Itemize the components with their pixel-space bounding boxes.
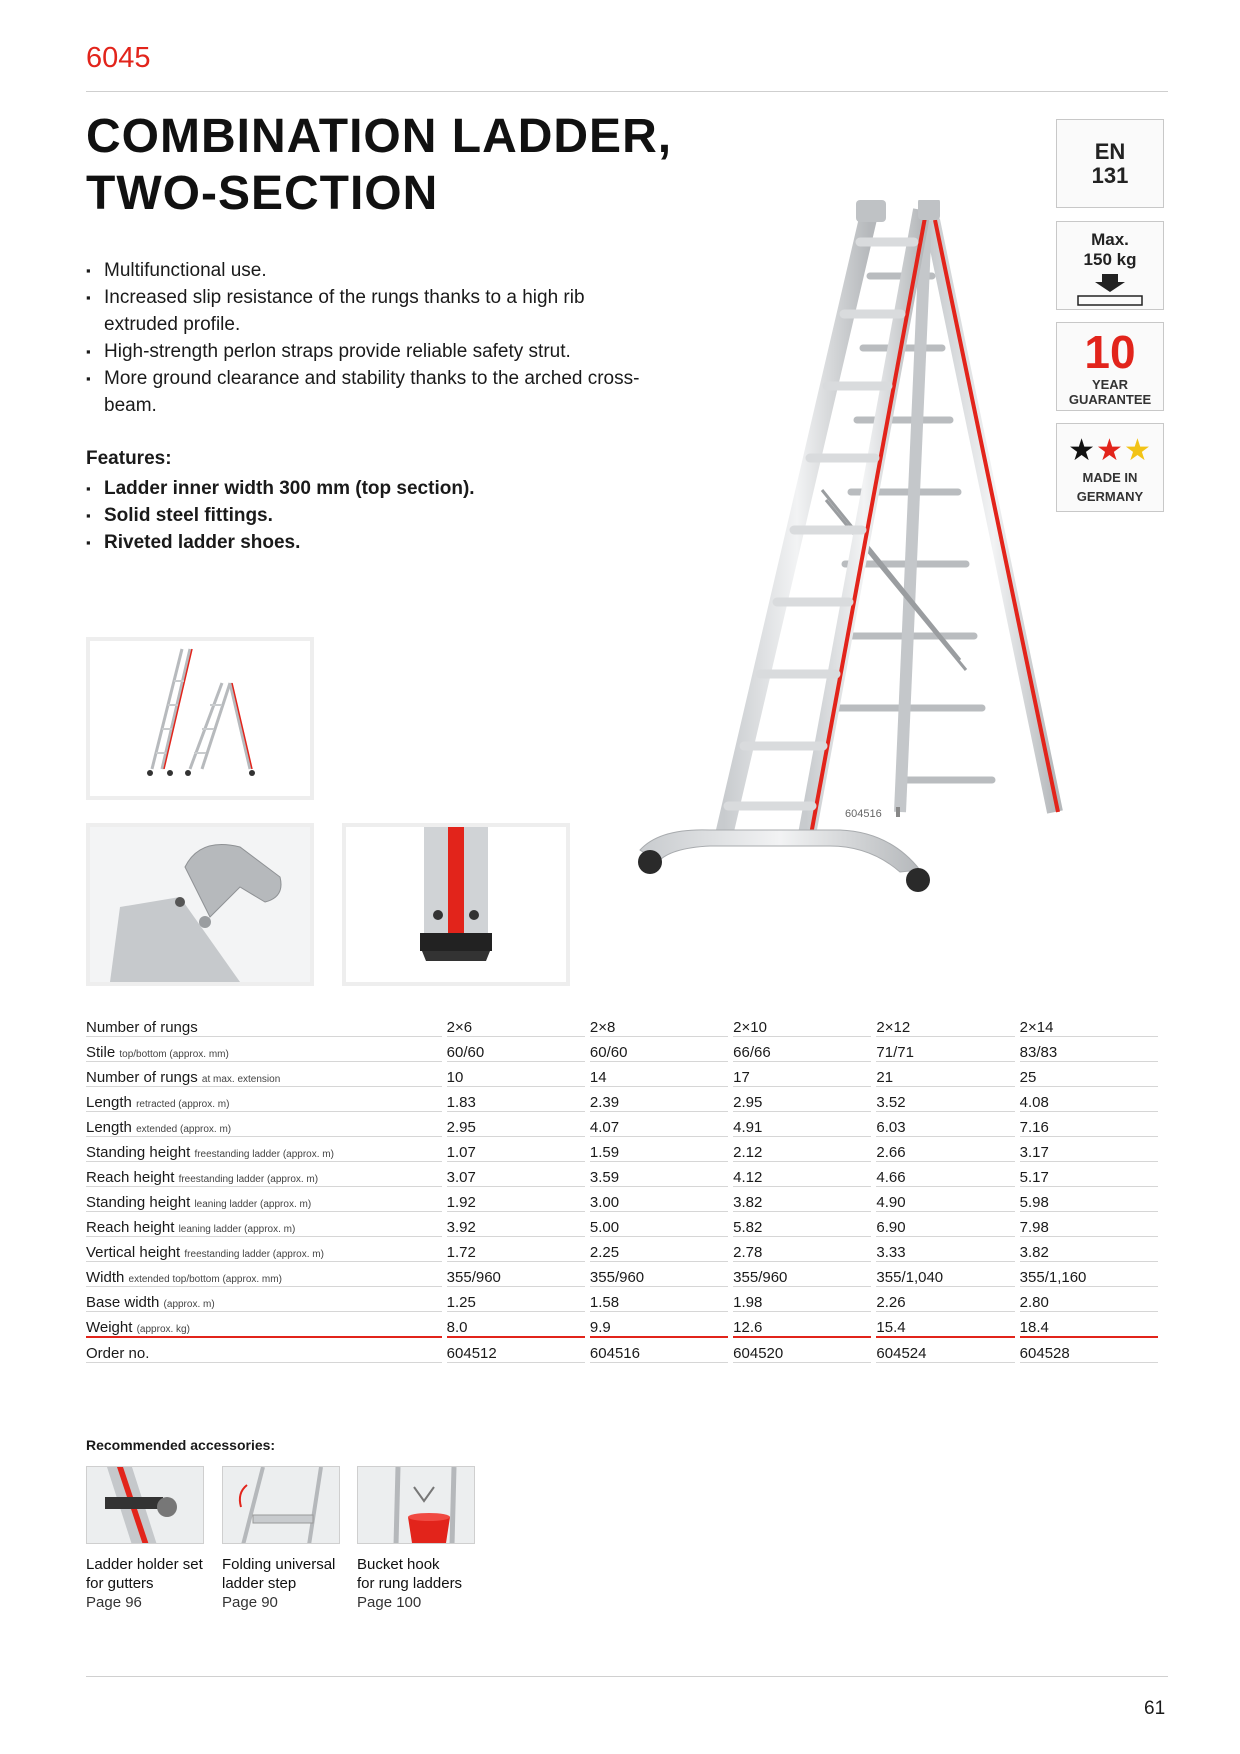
spec-row — [86, 1112, 1158, 1137]
load-arrow-icon — [1075, 272, 1145, 306]
spec-row — [86, 1237, 1158, 1262]
spec-value: 4.12 — [733, 1162, 871, 1187]
spec-value: 2×12 — [876, 1012, 1014, 1037]
spec-label — [86, 1237, 442, 1262]
hinge-fitting-thumbnail — [86, 823, 314, 986]
spec-row — [86, 1338, 1158, 1363]
spec-label-qualifier: freestanding ladder (approx. m) — [184, 1249, 324, 1260]
accessory-name-line-2: ladder step — [222, 1575, 297, 1592]
accessory-ladder-holder — [86, 1555, 203, 1612]
spec-value: 604520 — [733, 1338, 871, 1363]
spec-label-text: Number of rungs — [86, 1019, 198, 1036]
spec-value: 12.6 — [733, 1312, 871, 1338]
bottom-divider — [86, 1676, 1168, 1677]
spec-value: 71/71 — [876, 1037, 1014, 1062]
spec-label — [86, 1312, 442, 1338]
spec-label-text: Reach height — [86, 1169, 175, 1186]
spec-value: 9.9 — [590, 1312, 728, 1338]
spec-label — [86, 1287, 442, 1312]
spec-label — [86, 1037, 442, 1062]
spec-value: 355/960 — [733, 1262, 871, 1287]
spec-label-text: Length — [86, 1119, 132, 1136]
ladder-shoe-thumbnail — [342, 823, 570, 986]
guarantee-years: 10 — [1084, 326, 1136, 378]
spec-label-qualifier: leaning ladder (approx. m) — [178, 1224, 296, 1235]
spec-value: 18.4 — [1020, 1312, 1158, 1338]
spec-row — [86, 1012, 1158, 1037]
guarantee-line-2: GUARANTEE — [1068, 392, 1152, 407]
page-title — [86, 108, 672, 222]
spec-label-qualifier: extended (approx. m) — [136, 1124, 232, 1135]
top-divider — [86, 91, 1168, 92]
spec-value: 2×8 — [590, 1012, 728, 1037]
benefit-item: ▪ Increased slip resistance of the rungs thanks to a high rib extruded profile. — [86, 284, 646, 338]
spec-value: 2×14 — [1020, 1012, 1158, 1037]
spec-value: 2.25 — [590, 1237, 728, 1262]
en131-badge — [1056, 119, 1164, 208]
spec-value: 1.58 — [590, 1287, 728, 1312]
benefit-item: ▪ More ground clearance and stability thanks to the arched cross-beam. — [86, 365, 646, 419]
spec-value: 25 — [1020, 1062, 1158, 1087]
spec-value: 2.95 — [733, 1087, 871, 1112]
spec-value: 4.66 — [876, 1162, 1014, 1187]
spec-value: 66/66 — [733, 1037, 871, 1062]
spec-value: 1.59 — [590, 1137, 728, 1162]
en-label: EN — [1094, 139, 1126, 164]
spec-value: 604528 — [1020, 1338, 1158, 1363]
spec-label-text: Length — [86, 1094, 132, 1111]
spec-value: 355/1,160 — [1020, 1262, 1158, 1287]
spec-value: 3.33 — [876, 1237, 1014, 1262]
spec-label — [86, 1162, 442, 1187]
spec-label-qualifier: at max. extension — [201, 1074, 281, 1085]
spec-value: 3.17 — [1020, 1137, 1158, 1162]
spec-label-qualifier: retracted (approx. m) — [136, 1099, 230, 1110]
spec-row — [86, 1262, 1158, 1287]
spec-label-text: Reach height — [86, 1219, 175, 1236]
spec-row — [86, 1212, 1158, 1237]
accessory-page-ref: Page 100 — [357, 1594, 422, 1611]
feature-item: ▪ Solid steel fittings. — [86, 502, 646, 529]
spec-value: 60/60 — [447, 1037, 585, 1062]
spec-row — [86, 1187, 1158, 1212]
ladder-configurations-thumbnail — [86, 637, 314, 800]
spec-value: 21 — [876, 1062, 1014, 1087]
spec-label — [86, 1137, 442, 1162]
spec-row — [86, 1037, 1158, 1062]
spec-value: 15.4 — [876, 1312, 1014, 1338]
spec-row — [86, 1137, 1158, 1162]
accessory-name-line-1: Ladder holder set — [86, 1556, 203, 1573]
load-label: Max. — [1091, 230, 1129, 249]
accessory-name-line-1: Folding universal — [222, 1556, 336, 1573]
accessories-heading: Recommended accessories: — [86, 1437, 276, 1453]
title-line-1: COMBINATION LADDER, — [86, 110, 673, 163]
spec-value: 2.78 — [733, 1237, 871, 1262]
image-article-code: 604516 — [845, 808, 882, 820]
spec-row — [86, 1062, 1158, 1087]
spec-label-qualifier: freestanding ladder (approx. m) — [194, 1149, 334, 1160]
folding-step-thumbnail — [222, 1466, 340, 1544]
benefit-item: ▪ Multifunctional use. — [86, 257, 646, 284]
spec-value: 3.52 — [876, 1087, 1014, 1112]
spec-value: 4.91 — [733, 1112, 871, 1137]
spec-value: 17 — [733, 1062, 871, 1087]
spec-value: 2×10 — [733, 1012, 871, 1037]
spec-label — [86, 1087, 442, 1112]
spec-value: 3.07 — [447, 1162, 585, 1187]
spec-value: 355/960 — [590, 1262, 728, 1287]
spec-label — [86, 1062, 442, 1087]
feature-item: ▪ Riveted ladder shoes. — [86, 529, 646, 556]
spec-value: 60/60 — [590, 1037, 728, 1062]
spec-value: 10 — [447, 1062, 585, 1087]
spec-value: 4.08 — [1020, 1087, 1158, 1112]
spec-value: 5.82 — [733, 1212, 871, 1237]
made-line-2: GERMANY — [1076, 489, 1144, 504]
accessory-page-ref: Page 96 — [86, 1594, 142, 1611]
benefit-list — [86, 257, 646, 419]
spec-value: 8.0 — [447, 1312, 585, 1338]
spec-label — [86, 1262, 442, 1287]
en-number: 131 — [1091, 163, 1129, 188]
spec-row — [86, 1312, 1158, 1338]
accessory-name-line-1: Bucket hook — [357, 1556, 440, 1573]
spec-value: 2.80 — [1020, 1287, 1158, 1312]
spec-value: 5.17 — [1020, 1162, 1158, 1187]
spec-value: 2×6 — [447, 1012, 585, 1037]
spec-value: 83/83 — [1020, 1037, 1158, 1062]
spec-row — [86, 1287, 1158, 1312]
spec-value: 3.82 — [1020, 1237, 1158, 1262]
accessory-bucket-hook — [357, 1555, 462, 1612]
spec-value: 355/1,040 — [876, 1262, 1014, 1287]
spec-label-text: Weight — [86, 1319, 133, 1336]
spec-value: 7.16 — [1020, 1112, 1158, 1137]
spec-label — [86, 1112, 442, 1137]
guarantee-line-1: YEAR — [1091, 377, 1129, 392]
product-code: 6045 — [86, 42, 151, 74]
spec-label — [86, 1338, 442, 1363]
title-line-2: TWO-SECTION — [86, 167, 439, 220]
spec-row — [86, 1162, 1158, 1187]
spec-label-text: Vertical height — [86, 1244, 181, 1261]
spec-value: 2.39 — [590, 1087, 728, 1112]
spec-value: 3.82 — [733, 1187, 871, 1212]
spec-label-qualifier: (approx. kg) — [136, 1324, 190, 1335]
load-value: 150 kg — [1083, 250, 1137, 269]
spec-value: 604524 — [876, 1338, 1014, 1363]
spec-value: 2.26 — [876, 1287, 1014, 1312]
spec-value: 3.00 — [590, 1187, 728, 1212]
spec-label-text: Stile — [86, 1044, 116, 1061]
spec-value: 3.59 — [590, 1162, 728, 1187]
spec-label-text: Standing height — [86, 1194, 191, 1211]
spec-label — [86, 1187, 442, 1212]
spec-value: 5.00 — [590, 1212, 728, 1237]
spec-label-qualifier: freestanding ladder (approx. m) — [178, 1174, 319, 1185]
spec-label-qualifier: extended top/bottom (approx. mm) — [128, 1274, 282, 1285]
spec-value: 1.92 — [447, 1187, 585, 1212]
spec-value: 2.12 — [733, 1137, 871, 1162]
spec-value: 1.07 — [447, 1137, 585, 1162]
spec-value: 355/960 — [447, 1262, 585, 1287]
bucket-hook-thumbnail — [357, 1466, 475, 1544]
spec-label-qualifier: top/bottom (approx. mm) — [119, 1049, 229, 1060]
spec-label-text: Order no. — [86, 1345, 150, 1362]
feature-item: ▪ Ladder inner width 300 mm (top section). — [86, 475, 646, 502]
spec-label — [86, 1212, 442, 1237]
spec-label-text: Width — [86, 1269, 125, 1286]
spec-value: 604512 — [447, 1338, 585, 1363]
spec-value: 604516 — [590, 1338, 728, 1363]
spec-value: 4.90 — [876, 1187, 1014, 1212]
spec-label-text: Number of rungs — [86, 1069, 198, 1086]
features-list — [86, 475, 646, 556]
spec-label-text: Standing height — [86, 1144, 191, 1161]
spec-value: 1.83 — [447, 1087, 585, 1112]
spec-value: 2.95 — [447, 1112, 585, 1137]
page-number: 61 — [1144, 1698, 1166, 1719]
combination-ladder-image — [600, 200, 1080, 920]
spec-value: 1.25 — [447, 1287, 585, 1312]
ladder-holder-thumbnail — [86, 1466, 204, 1544]
spec-label-qualifier: leaning ladder (approx. m) — [194, 1199, 312, 1210]
spec-label-qualifier: (approx. m) — [163, 1299, 215, 1310]
accessory-name-line-2: for gutters — [86, 1575, 154, 1592]
spec-value: 1.98 — [733, 1287, 871, 1312]
german-stars-icon: ★★★ — [1068, 434, 1152, 467]
spec-label-text: Base width — [86, 1294, 160, 1311]
spec-value: 1.72 — [447, 1237, 585, 1262]
benefit-item: ▪ High-strength perlon straps provide reliable safety strut. — [86, 338, 646, 365]
spec-value: 3.92 — [447, 1212, 585, 1237]
spec-value: 7.98 — [1020, 1212, 1158, 1237]
spec-value: 4.07 — [590, 1112, 728, 1137]
accessory-name-line-2: for rung ladders — [357, 1575, 463, 1592]
spec-value: 6.90 — [876, 1212, 1014, 1237]
spec-value: 5.98 — [1020, 1187, 1158, 1212]
spec-row — [86, 1087, 1158, 1112]
made-line-1: MADE IN — [1082, 470, 1138, 485]
spec-value: 6.03 — [876, 1112, 1014, 1137]
features-heading: Features: — [86, 448, 172, 469]
spec-value: 14 — [590, 1062, 728, 1087]
accessory-folding-step — [222, 1555, 335, 1612]
accessory-page-ref: Page 90 — [222, 1594, 278, 1611]
spec-value: 2.66 — [876, 1137, 1014, 1162]
spec-label — [86, 1012, 442, 1037]
spec-table — [81, 1012, 1163, 1363]
